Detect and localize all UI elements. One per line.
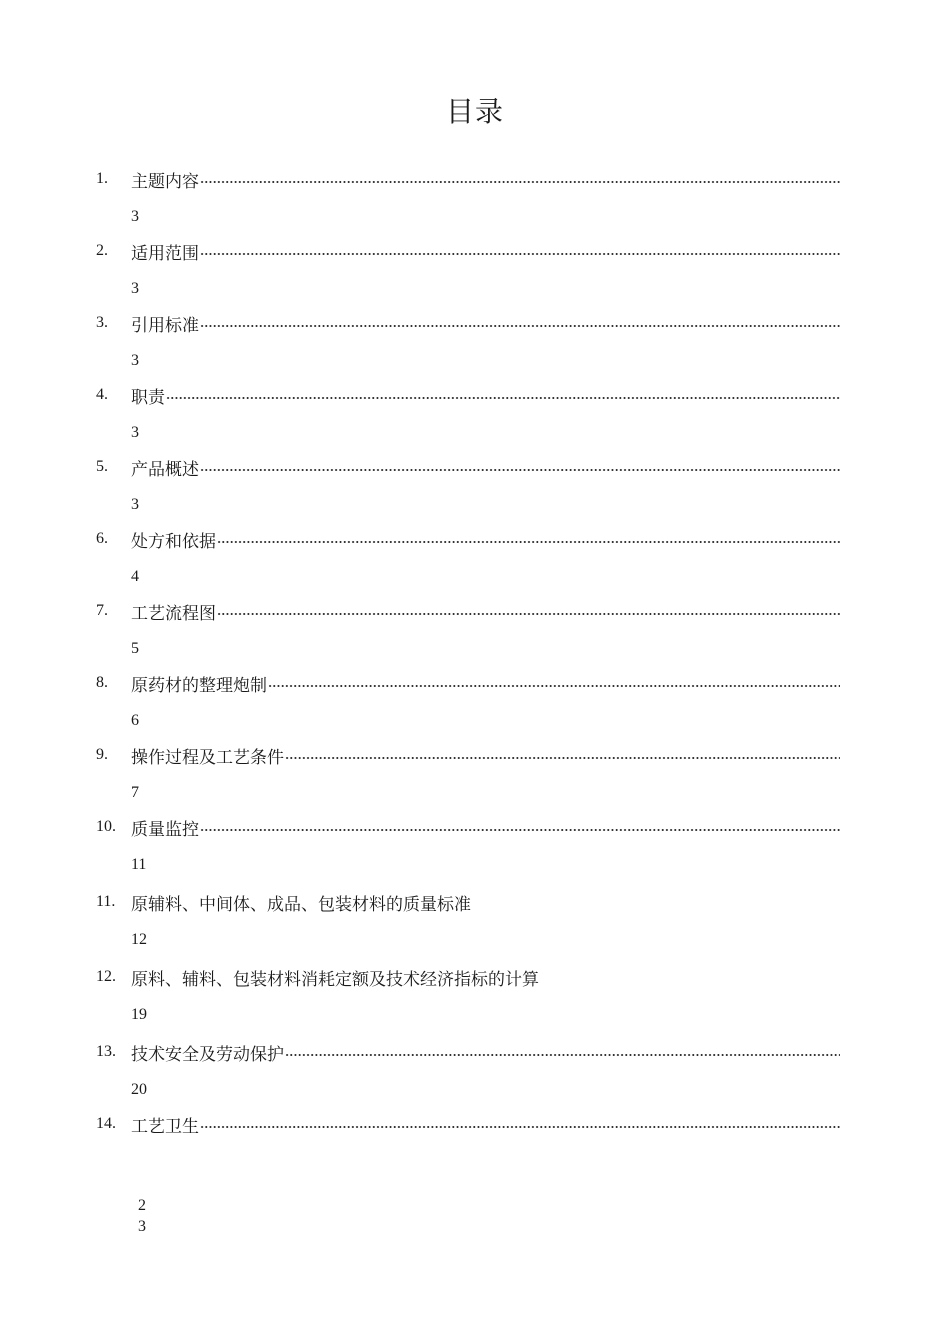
toc-entry-number: 12.	[96, 968, 116, 985]
toc-entry-page-number: 19	[131, 1006, 147, 1023]
toc-entry-number: 11.	[96, 893, 116, 910]
toc-entry-page-number: 3	[131, 280, 139, 297]
toc-dot-leader	[285, 757, 840, 759]
toc-entry[interactable]	[96, 522, 840, 594]
toc-entry[interactable]	[96, 810, 840, 885]
toc-entry-page-number: 3	[131, 352, 139, 369]
toc-entry-page-number: 3	[131, 424, 139, 441]
toc-entry-line	[96, 810, 840, 844]
toc-entry-number: 13.	[96, 1043, 116, 1060]
toc-entry-title: 引用标准	[131, 315, 199, 336]
toc-entry-title: 原料、辅料、包装材料消耗定额及技术经济指标的计算	[131, 969, 539, 990]
toc-entry[interactable]	[96, 162, 840, 234]
toc-entry-number: 14.	[96, 1115, 116, 1132]
page-footer	[138, 1195, 146, 1237]
toc-entry-line	[96, 885, 840, 919]
toc-entry-page-number: 20	[131, 1081, 147, 1098]
footer-line: 3	[138, 1218, 146, 1235]
toc-entry-title: 工艺卫生	[131, 1116, 199, 1137]
toc-entry-number: 8.	[96, 674, 108, 691]
toc-dot-leader	[268, 685, 840, 687]
toc-entry[interactable]	[96, 1107, 840, 1179]
toc-entry-line	[96, 594, 840, 628]
toc-entry-number: 6.	[96, 530, 108, 547]
toc-dot-leader	[200, 1126, 840, 1128]
toc-entry-page-number: 3	[131, 208, 139, 225]
toc-entry[interactable]	[96, 594, 840, 666]
toc-entry-title: 产品概述	[131, 459, 199, 480]
toc-entry-title: 原辅料、中间体、成品、包装材料的质量标准	[131, 894, 471, 915]
toc-entry[interactable]	[96, 378, 840, 450]
toc-dot-leader	[200, 253, 840, 255]
toc-entry-line	[96, 162, 840, 196]
toc-entry-line	[96, 378, 840, 412]
toc-entry-line	[96, 738, 840, 772]
toc-entry-number: 7.	[96, 602, 108, 619]
toc-entry-number: 10.	[96, 818, 116, 835]
toc-entry-page-number: 11	[131, 856, 147, 873]
toc-entry-title: 技术安全及劳动保护	[131, 1044, 284, 1065]
toc-entry-number: 5.	[96, 458, 108, 475]
toc-entry-line	[96, 960, 840, 994]
toc-entry-number: 3.	[96, 314, 108, 331]
toc-dot-leader	[217, 613, 840, 615]
toc-dot-leader	[200, 829, 840, 831]
toc-entry-title: 职责	[131, 387, 165, 408]
toc-entry-number: 9.	[96, 746, 108, 763]
toc-entry[interactable]	[96, 738, 840, 810]
toc-entry-line	[96, 1035, 840, 1069]
toc-entry-page-number: 3	[131, 496, 139, 513]
toc-dot-leader	[285, 1054, 840, 1056]
toc-entry-title: 质量监控	[131, 819, 199, 840]
toc-entry[interactable]	[96, 1035, 840, 1107]
toc-entry-number: 2.	[96, 242, 108, 259]
toc-dot-leader	[200, 469, 840, 471]
toc-entry-page-number: 7	[131, 784, 139, 801]
footer-line: 2	[138, 1197, 146, 1214]
toc-entry[interactable]	[96, 666, 840, 738]
toc-entry-title: 适用范围	[131, 243, 199, 264]
toc-entry-line	[96, 666, 840, 700]
toc-entry-line	[96, 234, 840, 268]
page-title: 目录	[445, 95, 504, 128]
toc-entry-title: 工艺流程图	[131, 603, 216, 624]
toc-entry-page-number: 4	[131, 568, 139, 585]
toc-entry-number: 1.	[96, 170, 108, 187]
toc-entry-title: 主题内容	[131, 171, 199, 192]
toc-entry-page-number: 6	[131, 712, 139, 729]
toc-entry-number: 4.	[96, 386, 108, 403]
toc-entry-page-number: 5	[131, 640, 139, 657]
toc-entry-line	[96, 522, 840, 556]
toc-entry[interactable]	[96, 306, 840, 378]
toc-entry[interactable]	[96, 234, 840, 306]
toc-entry-line	[96, 450, 840, 484]
toc-entry[interactable]	[96, 885, 840, 960]
toc-entry-page-number: 12	[131, 931, 147, 948]
toc-entry[interactable]	[96, 450, 840, 522]
toc-dot-leader	[217, 541, 840, 543]
toc-dot-leader	[200, 181, 840, 183]
toc-entry[interactable]	[96, 960, 840, 1035]
table-of-contents	[96, 162, 840, 1179]
toc-dot-leader	[200, 325, 840, 327]
toc-entry-title: 处方和依据	[131, 531, 216, 552]
toc-entry-line	[96, 306, 840, 340]
toc-entry-title: 操作过程及工艺条件	[131, 747, 284, 768]
toc-dot-leader	[166, 397, 840, 399]
toc-entry-line	[96, 1107, 840, 1141]
toc-entry-title: 原药材的整理炮制	[131, 675, 267, 696]
